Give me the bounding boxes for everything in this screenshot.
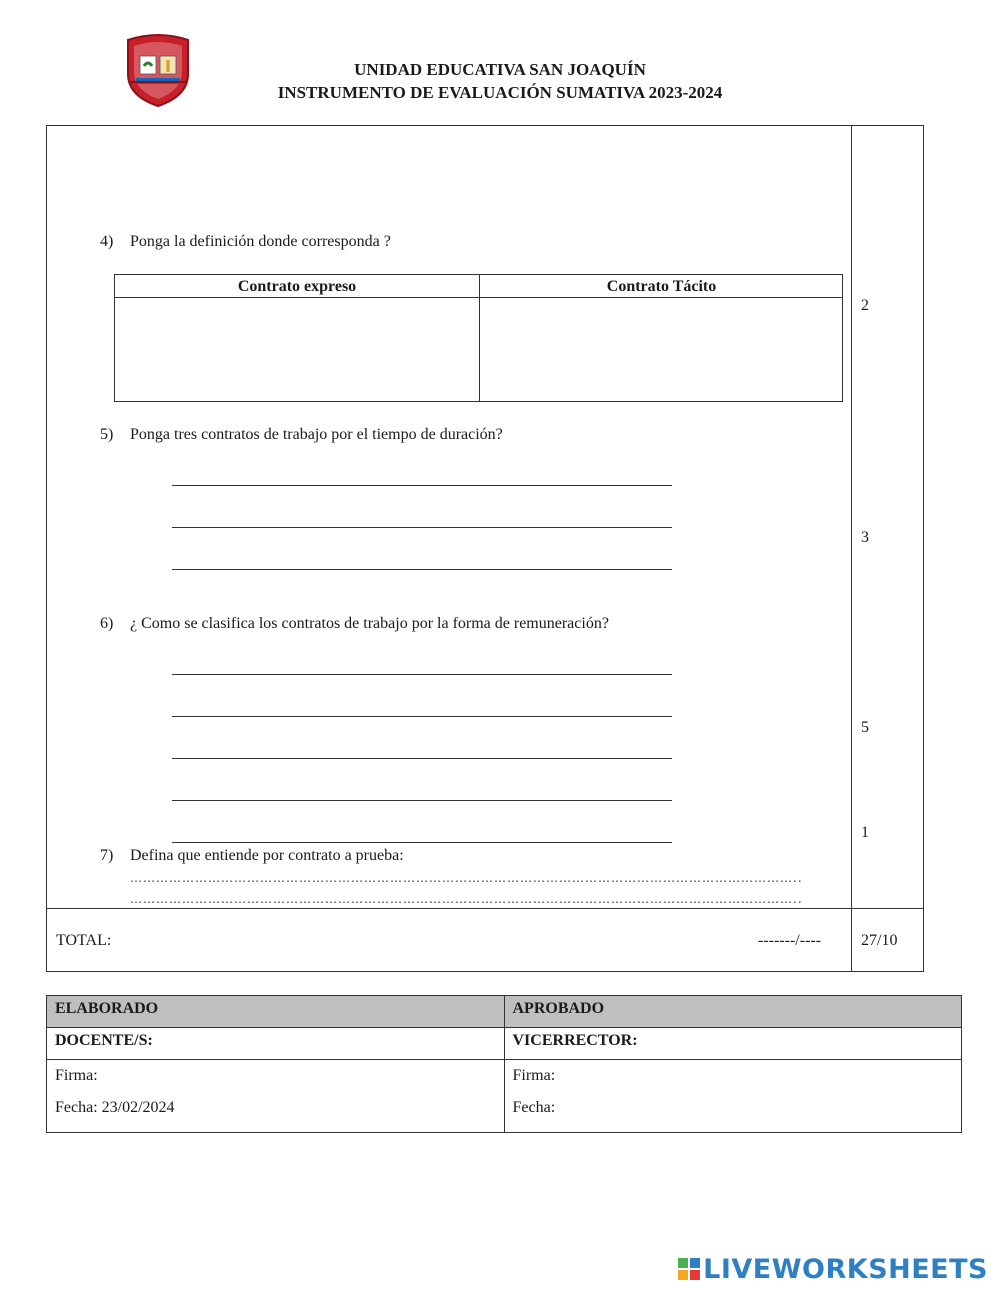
fecha-left: Fecha: 23/02/2024 (55, 1099, 175, 1116)
vicerrector-label: VICERRECTOR: (504, 1028, 962, 1060)
question-number: 7) (100, 847, 114, 864)
definition-table (114, 274, 843, 402)
total-score: 27/10 (861, 932, 898, 949)
question-4 (100, 233, 391, 251)
liveworksheets-wordmark: LIVEWORKSHEETS (703, 1253, 988, 1285)
question-text: Defina que entiende por contrato a prueba: (130, 847, 404, 864)
elaborado-header: ELABORADO (47, 996, 505, 1028)
score-question-5: 3 (861, 529, 869, 546)
evaluation-box (46, 125, 924, 972)
answer-line[interactable] (172, 800, 672, 801)
signature-cell-right (504, 1060, 962, 1133)
answer-line[interactable] (172, 527, 672, 528)
header-contrato-tacito: Contrato Tácito (606, 278, 717, 295)
answer-cell-expreso[interactable] (117, 299, 477, 399)
answer-cell-tacito[interactable] (482, 299, 840, 399)
question-7 (100, 847, 404, 865)
school-name: UNIDAD EDUCATIVA SAN JOAQUÍN (354, 60, 646, 79)
liveworksheets-logo-icon (678, 1258, 700, 1280)
header-contrato-expreso: Contrato expreso (237, 278, 357, 295)
answer-line[interactable] (172, 569, 672, 570)
total-label: TOTAL: (56, 932, 112, 949)
answer-line[interactable] (172, 716, 672, 717)
question-text: Ponga la definición donde corresponda ? (130, 233, 391, 250)
signature-cell-left (47, 1060, 505, 1133)
total-blank: -------/---- (758, 932, 822, 949)
answer-line[interactable] (172, 842, 672, 843)
answer-line[interactable] (172, 485, 672, 486)
question-number: 4) (100, 233, 114, 250)
score-question-4: 2 (861, 297, 869, 314)
firma-right: Firma: (512, 1067, 556, 1084)
question-6 (100, 615, 609, 633)
document-title: INSTRUMENTO DE EVALUACIÓN SUMATIVA 2023-2024 (277, 83, 723, 102)
question-5 (100, 426, 503, 444)
answer-line[interactable] (172, 758, 672, 759)
signature-table (46, 995, 962, 1133)
question-text: Ponga tres contratos de trabajo por el tiempo de duración? (130, 426, 503, 443)
score-question-7: 1 (861, 824, 869, 841)
fecha-right: Fecha: (512, 1099, 556, 1116)
score-column-divider (851, 125, 852, 972)
dotted-answer-line[interactable]: ……………………………………………………………………………………………………………………………………….. (130, 871, 803, 885)
question-text: ¿ Como se clasifica los contratos de trabajo por la forma de remuneración? (130, 615, 609, 632)
docente-label: DOCENTE/S: (47, 1028, 505, 1060)
firma-left: Firma: (55, 1067, 98, 1084)
total-row-divider (46, 908, 924, 909)
answer-line[interactable] (172, 674, 672, 675)
score-question-6: 5 (861, 719, 869, 736)
liveworksheets-brand (678, 1252, 988, 1286)
aprobado-header: APROBADO (504, 996, 962, 1028)
question-number: 5) (100, 426, 114, 443)
dotted-answer-line[interactable]: ……………………………………………………………………………………………………………………………………….. (130, 892, 803, 906)
question-number: 6) (100, 615, 114, 632)
